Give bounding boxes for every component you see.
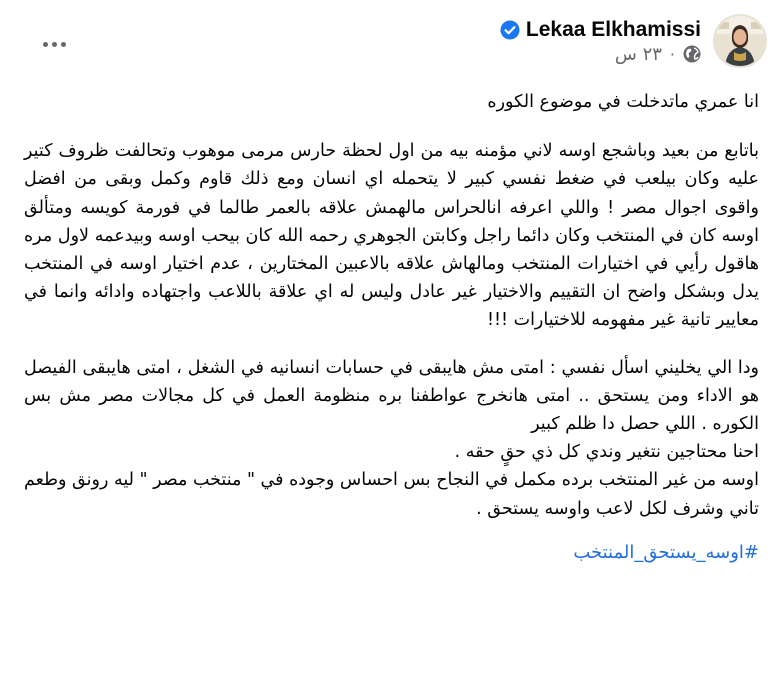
hashtag-link[interactable]: #اوسه_يستحق_المنتخب — [573, 541, 759, 563]
globe-icon[interactable] — [683, 45, 701, 63]
post-timestamp[interactable]: ٢٣ س — [614, 43, 662, 65]
post-paragraph: ودا الي يخليني اسأل نفسي : امتى مش هايبقى في حسابات انسانيه في الشغل ، امتى هايبقى الفيصل هو الاداء ومن يستحق .. امتى هانخرج عواطفنا بره منظومة العمل في كل مجالات مصر مش بس الكوره . اللي حصل دا ظلم كبير — [24, 357, 759, 435]
post-paragraph: اوسه من غير المنتخب برده مكمل في النجاح بس احساس وجوده في " منتخب مصر " ليه رونق وطعم تاني وشرف لكل لاعب واوسه يستحق . — [24, 470, 759, 519]
verified-badge-icon — [500, 20, 520, 40]
post-content — [24, 88, 759, 567]
meta-separator: · — [669, 44, 675, 64]
post-paragraph: انا عمري ماتدخلت في موضوع الكوره — [487, 92, 759, 112]
post-time-row — [615, 44, 701, 65]
post-header — [500, 14, 767, 68]
post-paragraph: احنا محتاجين نتغير وندي كل ذي حقٍ حقه . — [454, 442, 759, 463]
author-meta — [500, 18, 701, 65]
author-avatar[interactable] — [713, 14, 767, 68]
author-name-row — [500, 18, 701, 42]
post-paragraph: باتابع من بعيد وباشجع اوسه لاني مؤمنه بيه من اول لحظة حارس مرمى موهوب وتحالفت ظروف كتير عليه وكان بيلعب في ضغط نفسي كبير لا يتحمله اي انسان ومع ذلك قاوم وكمل وبقى من افضل واقوى اجوال مصر ! واللي اعرفه انالحراس مالهمش علاقه بالعمر طالما في فورمة كويسه ومتألق اوسه كان في المنتخب وكان دائما راجل وكابتن الجوهري رحمه الله كان بيحب اوسه وبيدعمه لاول مره هاقول رأيي في اختيارات المنتخب ومالهاش علاقه بالاعبين المختارين ، عدم اختيار اوسه في المنتخب يدل وبشكل واضح ان التقييم والاختيار غير عادل وليس له اي علاقة باللاعب واجتهاده وادائه وانما في معايير تانية غير مفهومه للاختيارات !!! — [24, 141, 759, 331]
more-options-icon[interactable] — [36, 30, 72, 58]
author-name[interactable]: Lekaa Elkhamissi — [525, 17, 701, 41]
